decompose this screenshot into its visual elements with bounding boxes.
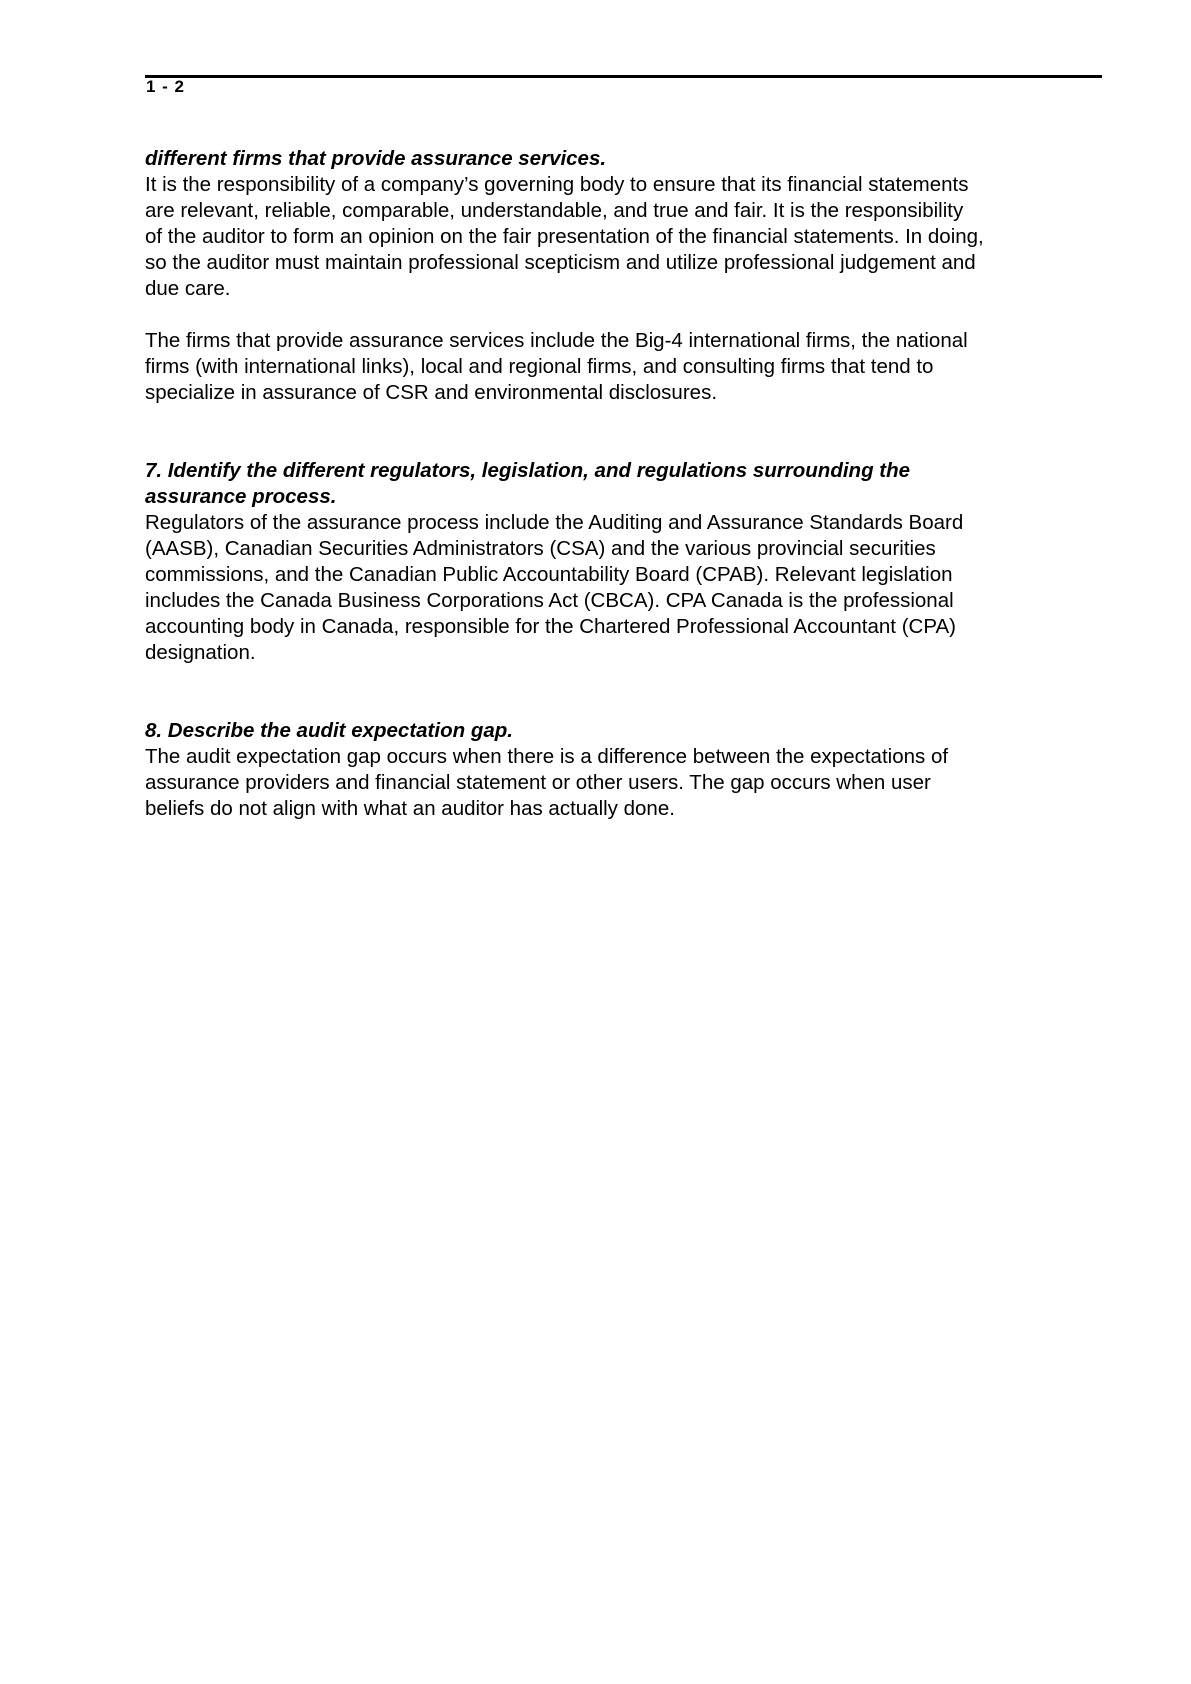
heading-line: 8. Describe the audit expectation gap. xyxy=(145,719,513,742)
answer-paragraph xyxy=(145,510,1105,666)
text-line: accounting body in Canada, responsible for the Chartered Professional Accountant (CPA) xyxy=(145,615,956,638)
page-content xyxy=(145,146,1105,822)
text-line: firms (with international links), local and regional firms, and consulting firms that tend to xyxy=(145,355,934,378)
text-line: designation. xyxy=(145,641,256,664)
section-heading xyxy=(145,146,1105,172)
page-number: 1 - 2 xyxy=(146,77,186,96)
answer-paragraph xyxy=(145,172,1105,302)
text-line: The firms that provide assurance services include the Big-4 international firms, the national xyxy=(145,329,968,352)
text-line: It is the responsibility of a company’s governing body to ensure that its financial statements xyxy=(145,173,969,196)
heading-line: different firms that provide assurance services. xyxy=(145,147,607,170)
text-line: includes the Canada Business Corporations Act (CBCA). CPA Canada is the professional xyxy=(145,589,954,612)
section-regulators xyxy=(145,458,1105,666)
section-firms xyxy=(145,146,1105,406)
text-line: are relevant, reliable, comparable, understandable, and true and fair. It is the responsibility xyxy=(145,199,964,222)
answer-paragraph xyxy=(145,744,1105,822)
text-line: so the auditor must maintain professional scepticism and utilize professional judgement and xyxy=(145,251,976,274)
section-heading xyxy=(145,718,1105,744)
heading-line: 7. Identify the different regulators, legislation, and regulations surrounding the xyxy=(145,459,911,482)
text-line: assurance providers and financial statement or other users. The gap occurs when user xyxy=(145,771,931,794)
text-line: The audit expectation gap occurs when there is a difference between the expectations of xyxy=(145,745,949,768)
text-line: specialize in assurance of CSR and environmental disclosures. xyxy=(145,381,718,404)
section-expectation-gap xyxy=(145,718,1105,822)
text-line: commissions, and the Canadian Public Accountability Board (CPAB). Relevant legislation xyxy=(145,563,953,586)
header-rule xyxy=(145,75,1102,78)
text-line: (AASB), Canadian Securities Administrators (CSA) and the various provincial securities xyxy=(145,537,936,560)
text-line: Regulators of the assurance process include the Auditing and Assurance Standards Board xyxy=(145,511,964,534)
heading-line: assurance process. xyxy=(145,485,337,508)
text-line: beliefs do not align with what an auditor has actually done. xyxy=(145,797,675,820)
text-line: due care. xyxy=(145,277,231,300)
answer-paragraph xyxy=(145,328,1105,406)
section-heading xyxy=(145,458,1105,510)
text-line: of the auditor to form an opinion on the fair presentation of the financial statements. In doing, xyxy=(145,225,984,248)
